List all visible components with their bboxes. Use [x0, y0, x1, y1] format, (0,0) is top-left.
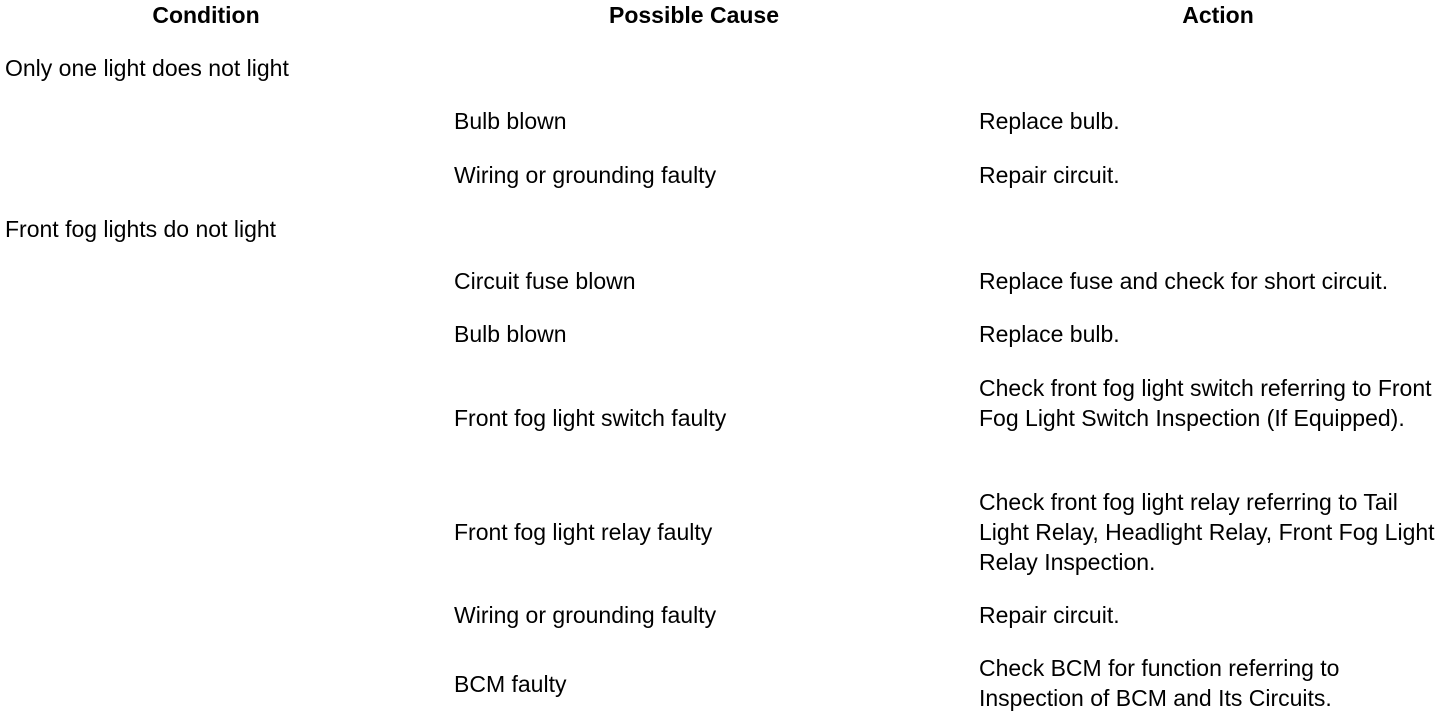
action-cell: Repair circuit. [979, 162, 1120, 188]
action-cell: Replace fuse and check for short circuit. [979, 268, 1389, 294]
action-cell: Check BCM for function referring to Inspection of BCM and Its Circuits. [979, 655, 1340, 711]
action-cell: Repair circuit. [979, 602, 1120, 628]
column-header-condition: Condition [152, 2, 260, 28]
cause-cell: BCM faulty [454, 671, 567, 697]
action-cell: Replace bulb. [979, 321, 1120, 347]
column-header-possible-cause: Possible Cause [608, 2, 780, 28]
column-header-action: Action [1182, 2, 1254, 28]
action-cell: Check front fog light switch referring to Front Fog Light Switch Inspection (If Equipped). [979, 375, 1432, 431]
action-cell: Check front fog light relay referring to Tail Light Relay, Headlight Relay, Front Fog Light Relay Inspection. [979, 489, 1435, 575]
action-cell: Replace bulb. [979, 108, 1120, 134]
cause-cell: Bulb blown [454, 321, 567, 347]
condition-cell: Only one light does not light [5, 55, 289, 81]
cause-cell: Front fog light switch faulty [454, 405, 727, 431]
cause-cell: Front fog light relay faulty [454, 519, 713, 545]
condition-cell: Front fog lights do not light [5, 216, 277, 242]
cause-cell: Wiring or grounding faulty [454, 162, 717, 188]
cause-cell: Wiring or grounding faulty [454, 602, 717, 628]
cause-cell: Bulb blown [454, 108, 567, 134]
cause-cell: Circuit fuse blown [454, 268, 636, 294]
